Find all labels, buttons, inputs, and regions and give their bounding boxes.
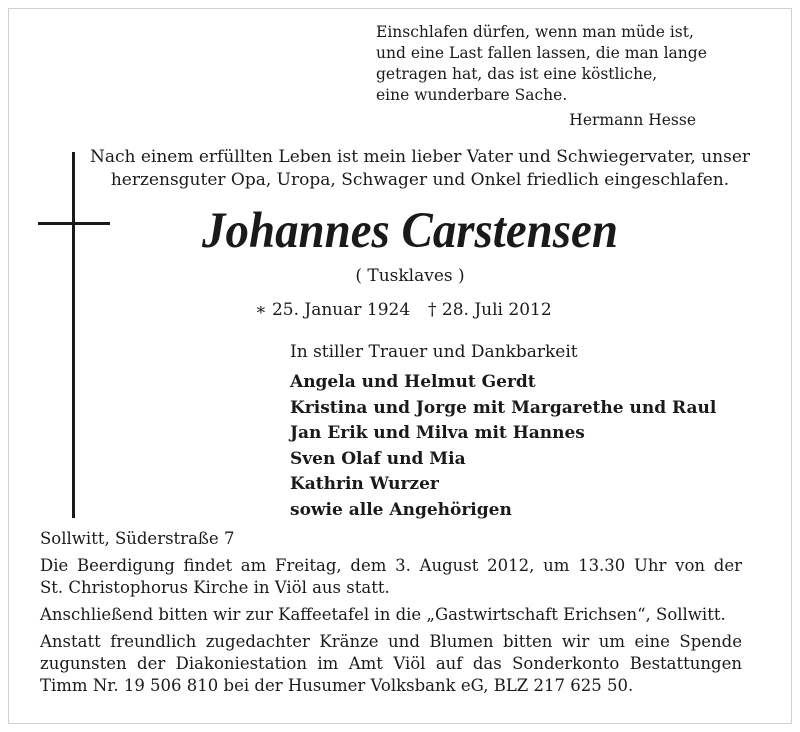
- intro-line: Nach einem erfüllten Leben ist mein lieber Vater und Schwiegervater, unser: [89, 147, 751, 167]
- footer-info: [40, 528, 742, 702]
- quote-line: getragen hat, das ist eine köstliche,: [376, 65, 658, 83]
- quote-line: und eine Last fallen lassen, die man lange: [376, 44, 707, 62]
- coffee-info: Anschließend bitten wir zur Kaffeetafel in die „Gastwirtschaft Erichsen“, Sollwitt.: [40, 605, 726, 624]
- quote-author: Hermann Hesse: [569, 111, 696, 129]
- funeral-line: St. Christophorus Kirche in Viöl aus statt.: [40, 578, 390, 597]
- mourner-name: Kathrin Wurzer: [290, 474, 439, 494]
- funeral-line: Die Beerdigung findet am Freitag, dem 3. August 2012, um 13.30 Uhr von der: [40, 556, 742, 575]
- donation-line: Timm Nr. 19 506 810 bei der Husumer Volksbank eG, BLZ 217 625 50.: [40, 676, 634, 695]
- intro-text: [80, 146, 760, 192]
- birth-date: ∗ 25. Januar 1924: [255, 300, 411, 320]
- mourners-block: [290, 340, 750, 523]
- hesse-quote: [376, 22, 707, 131]
- funeral-info: [40, 555, 742, 599]
- address: Sollwitt, Süderstraße 7: [40, 529, 235, 548]
- mourners-heading: In stiller Trauer und Dankbarkeit: [290, 342, 578, 362]
- death-date: † 28. Juli 2012: [428, 300, 552, 320]
- deceased-name: Johannes Carstensen: [202, 203, 618, 259]
- mourner-name: Sven Olaf und Mia: [290, 448, 466, 469]
- quote-line: eine wunderbare Sache.: [376, 86, 568, 104]
- quote-line: Einschlafen dürfen, wenn man müde ist,: [376, 23, 694, 41]
- donation-info: [40, 631, 742, 697]
- mourner-name: Angela und Helmut Gerdt: [290, 372, 536, 392]
- mourner-name: Jan Erik und Milva mit Hannes: [290, 423, 585, 443]
- cross-icon: [72, 152, 75, 518]
- deceased-nickname: ( Tusklaves ): [355, 266, 465, 286]
- donation-line: Anstatt freundlich zugedachter Kränze und Blumen bitten wir um eine Spende: [40, 632, 742, 651]
- intro-line: herzensguter Opa, Uropa, Schwager und Onkel friedlich eingeschlafen.: [110, 170, 730, 190]
- donation-line: zugunsten der Diakoniestation im Amt Viöl auf das Sonderkonto Bestattungen: [40, 654, 742, 673]
- mourner-name: sowie alle Angehörigen: [290, 499, 512, 520]
- mourner-name: Kristina und Jorge mit Margarethe und Raul: [290, 397, 717, 418]
